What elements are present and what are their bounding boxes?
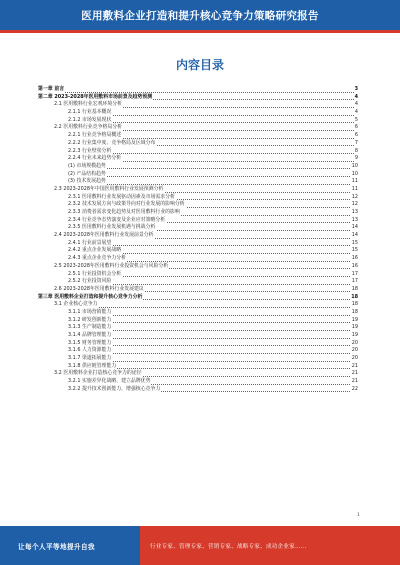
toc-entry-page: 3 (354, 86, 358, 92)
toc-entry-label: 2.2.1 行业竞争格局概述 (68, 132, 122, 139)
toc-entry-label: 第三章 医用敷料企业打造和提升核心竞争力分析 (38, 293, 143, 300)
toc-entry[interactable] (38, 163, 358, 171)
toc-entry[interactable] (38, 201, 358, 209)
toc-entry-page: 21 (351, 378, 358, 385)
toc-entry[interactable] (38, 309, 358, 317)
toc-entry[interactable] (38, 86, 358, 94)
toc-entry-page: 20 (351, 347, 358, 354)
toc-entry[interactable] (38, 140, 358, 148)
toc-entry-page: 14 (351, 224, 358, 231)
toc-leader-dots (68, 163, 358, 170)
toc-entry[interactable] (38, 324, 358, 332)
toc-entry[interactable] (38, 232, 358, 240)
toc-heading: 内容目录 (175, 58, 224, 72)
toc-entry-page: 21 (351, 362, 358, 369)
toc-entry[interactable] (38, 347, 358, 355)
toc-entry-label: 3.1.2 研发创新能力 (68, 316, 112, 323)
toc-entry-label: 第一章 前言 (38, 86, 65, 92)
toc-entry-page: 8 (354, 147, 358, 154)
toc-entry-label: 3.2.1 实施差异化战略，建立品牌优势 (68, 378, 151, 385)
table-of-contents (38, 86, 358, 394)
toc-entry[interactable] (38, 124, 358, 132)
toc-entry-label: 3.1 企业核心竞争力 (54, 301, 98, 308)
toc-entry-label: 2.3.5 医用敷料行业发展机遇与挑战分析 (68, 224, 156, 231)
toc-entry-page: 19 (351, 316, 358, 323)
toc-entry[interactable] (38, 255, 358, 263)
toc-entry-label: 2.4 2023-2028年医用敷料行业发展前景分析 (54, 232, 154, 239)
toc-entry-label: 2.2.3 行业壁垒分析 (68, 147, 112, 154)
toc-entry-page: 18 (351, 301, 358, 308)
toc-entry-page: 13 (351, 216, 358, 223)
toc-entry-page: 18 (351, 293, 358, 300)
toc-entry-label: 2.4.1 行业前景展望 (68, 239, 112, 246)
toc-entry-label: 2.2 医用敷料行业竞争格局分析 (54, 124, 123, 131)
toc-entry[interactable] (38, 278, 358, 286)
toc-entry-label: 2.2.2 行业集中度、竞争格局及区域分布 (68, 139, 156, 146)
toc-entry-label: 2.6 2023-2028年医用敷料行业发展建议 (54, 285, 144, 292)
toc-entry[interactable] (38, 132, 358, 140)
toc-entry-page: 4 (354, 109, 358, 116)
toc-leader-dots (54, 301, 358, 308)
toc-entry-label: (3) 技术发展趋势 (68, 178, 106, 185)
toc-entry-label: 2.3 2023-2028年中国医用敷料行业发展预测分析 (54, 185, 164, 192)
toc-entry[interactable] (38, 301, 358, 309)
toc-entry-label: 2.1 医用敷料行业宏观环境分析 (54, 101, 123, 108)
toc-entry[interactable] (38, 178, 358, 186)
toc-entry-label: 3.1.8 供应链管理能力 (68, 362, 117, 369)
toc-entry-page: 14 (351, 232, 358, 239)
toc-entry-page: 19 (351, 324, 358, 331)
toc-leader-dots (68, 178, 358, 185)
toc-leader-dots (68, 171, 358, 178)
toc-entry-page: 5 (354, 116, 358, 123)
toc-entry-page: 16 (351, 255, 358, 262)
toc-entry[interactable] (38, 378, 358, 386)
toc-entry-page: 10 (351, 162, 358, 169)
toc-entry-page: 20 (351, 339, 358, 346)
toc-entry[interactable] (38, 386, 358, 394)
toc-entry-page: 15 (351, 247, 358, 254)
toc-entry-page: 9 (354, 155, 358, 162)
toc-entry-label: 2.3.2 技术发展方向与政策导向对行业发展的影响分析 (68, 201, 185, 208)
toc-entry-label: 2.3.3 消费者需求变化趋势及对医用敷料行业的影响 (68, 209, 180, 215)
toc-entry-page: 21 (351, 370, 358, 377)
toc-entry-page: 6 (354, 132, 358, 139)
toc-entry-page: 16 (351, 262, 358, 269)
toc-entry-label: 2.3.1 医用敷料行业发展驱动因素及市场需求分析 (68, 193, 175, 200)
toc-entry-page: 20 (351, 355, 358, 362)
toc-entry-label: 2.4.2 重点企业发展战略 (68, 247, 122, 254)
toc-entry[interactable] (38, 155, 358, 163)
toc-entry-label: 3.2 医用敷料企业打造核心竞争力的途径 (54, 370, 142, 377)
toc-entry-page: 12 (351, 193, 358, 200)
toc-entry-label: 3.1.1 市场营销能力 (68, 308, 112, 315)
toc-entry[interactable] (38, 186, 358, 194)
header-accent-line (0, 30, 400, 33)
toc-entry-page: 15 (351, 239, 358, 246)
toc-entry-label: 2.1.2 市场发展现状 (68, 116, 112, 123)
toc-entry-page: 6 (354, 124, 358, 131)
toc-entry-page: 12 (351, 201, 358, 208)
toc-entry-label: 2.3.4 行业竞争态势演变及企业应对策略分析 (68, 216, 166, 223)
toc-entry-page: 18 (351, 285, 358, 292)
toc-entry[interactable] (38, 355, 358, 363)
toc-entry-label: (2) 产品结构趋势 (68, 170, 106, 177)
toc-entry[interactable] (38, 209, 358, 217)
toc-entry-label: 3.2.2 提升技术创新能力，增强核心竞争力 (68, 385, 161, 392)
toc-leader-dots (38, 86, 358, 93)
toc-entry-label: 2.5 2023-2028年医用敷料行业投资机会与风险分析 (54, 262, 169, 269)
toc-entry-page: 10 (351, 170, 358, 177)
toc-entry-page: 17 (351, 270, 358, 277)
toc-entry-page: 17 (351, 278, 358, 285)
toc-entry-page: 22 (351, 385, 358, 392)
toc-entry-page: 19 (351, 332, 358, 338)
toc-entry-label: 2.1.1 行业基本概况 (68, 109, 112, 116)
toc-entry-page: 13 (351, 209, 358, 215)
toc-entry-page: 4 (354, 101, 358, 108)
toc-entry-page: 11 (351, 178, 358, 185)
toc-entry[interactable] (38, 224, 358, 232)
toc-entry[interactable] (38, 263, 358, 271)
toc-entry-label: (1) 市场规模趋势 (68, 162, 106, 169)
toc-entry-page: 11 (351, 185, 358, 192)
toc-entry-page: 4 (354, 93, 358, 100)
toc-entry[interactable] (38, 101, 358, 109)
toc-entry-label: 2.5.1 行业投资机会分析 (68, 270, 122, 277)
toc-entry-label: 3.1.5 财务管理能力 (68, 339, 112, 346)
toc-entry-page: 7 (354, 139, 358, 146)
toc-entry-page: 18 (351, 308, 358, 315)
toc-entry-label: 第二章 2023-2028年医用敷料市场前景及趋势预测 (38, 93, 153, 100)
toc-entry-label: 3.1.4 品牌管理能力 (68, 332, 112, 338)
toc-entry-label: 3.1.6 人力资源能力 (68, 347, 112, 354)
footer-tagline: 行业专家、管理专家、营销专家、战略专家、成功企业家…… (150, 544, 307, 550)
toc-entry[interactable] (38, 332, 358, 340)
page-number: 1 (357, 513, 360, 518)
footer-slogan: 让每个人平等地提升自我 (18, 543, 95, 551)
toc-entry-label: 3.1.7 渠道拓展能力 (68, 355, 112, 362)
toc-entry-label: 2.2.4 行业未来趋势分析 (68, 155, 122, 162)
toc-entry-label: 3.1.3 生产制造能力 (68, 324, 112, 331)
toc-entry-label: 2.5.2 行业投资风险 (68, 278, 112, 285)
toc-entry[interactable] (38, 109, 358, 117)
toc-entry[interactable] (38, 286, 358, 294)
toc-entry-label: 2.4.3 重点企业竞争力分析 (68, 255, 127, 262)
toc-entry[interactable] (38, 247, 358, 255)
report-title: 医用敷料企业打造和提升核心竞争力策略研究报告 (81, 10, 319, 22)
toc-entry[interactable] (38, 370, 358, 378)
